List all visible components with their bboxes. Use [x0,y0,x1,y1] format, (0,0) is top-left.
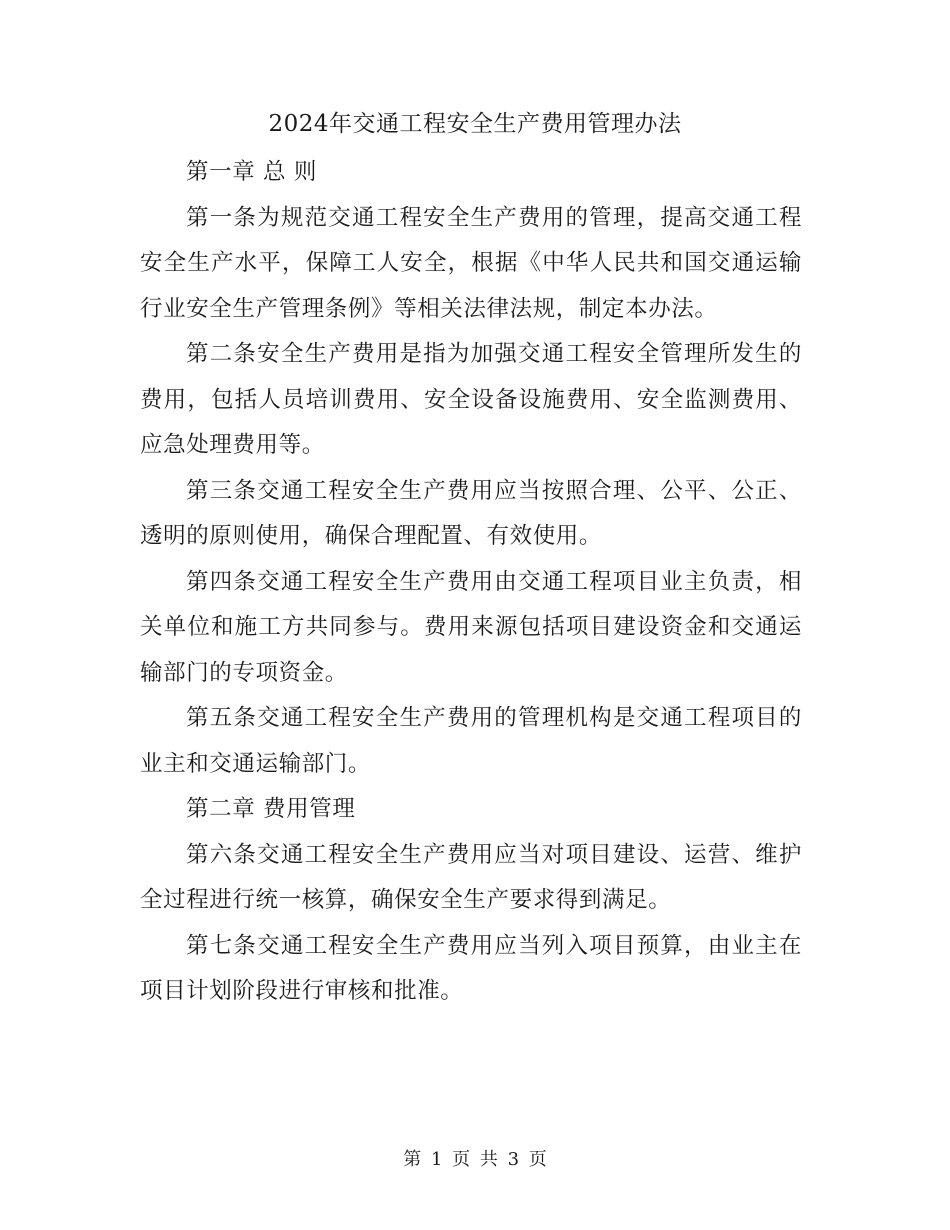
chapter-heading-1: 第一章 总 则 [186,159,318,185]
chapter-heading-2: 第二章 费用管理 [186,796,356,822]
article-1: 第一条为规范交通工程安全生产费用的管理，提高交通工程安全生产水平，保障工人安全，根据《中华人民共和国交通运输行业安全生产管理条例》等相关法律法规，制定本办法。 [140,204,802,322]
article-6: 第六条交通工程安全生产费用应当对项目建设、运营、维护全过程进行统一核算，确保安全生产要求得到满足。 [140,841,802,913]
article-4: 第四条交通工程安全生产费用由交通工程项目业主负责，相关单位和施工方共同参与。费用来源包括项目建设资金和交通运输部门的专项资金。 [140,568,802,686]
page-number-footer: 第 1 页 共 3 页 [403,1149,547,1170]
article-5: 第五条交通工程安全生产费用的管理机构是交通工程项目的业主和交通运输部门。 [140,705,802,777]
article-2: 第二条安全生产费用是指为加强交通工程安全管理所发生的费用，包括人员培训费用、安全设备设施费用、安全监测费用、应急处理费用等。 [140,341,802,458]
article-7: 第七条交通工程安全生产费用应当列入项目预算，由业主在项目计划阶段进行审核和批准。 [140,932,802,1004]
document-body [140,150,802,1015]
document-title: 2024年交通工程安全生产费用管理办法 [268,111,682,137]
article-3: 第三条交通工程安全生产费用应当按照合理、公平、公正、透明的原则使用，确保合理配置、有效使用。 [140,477,802,549]
